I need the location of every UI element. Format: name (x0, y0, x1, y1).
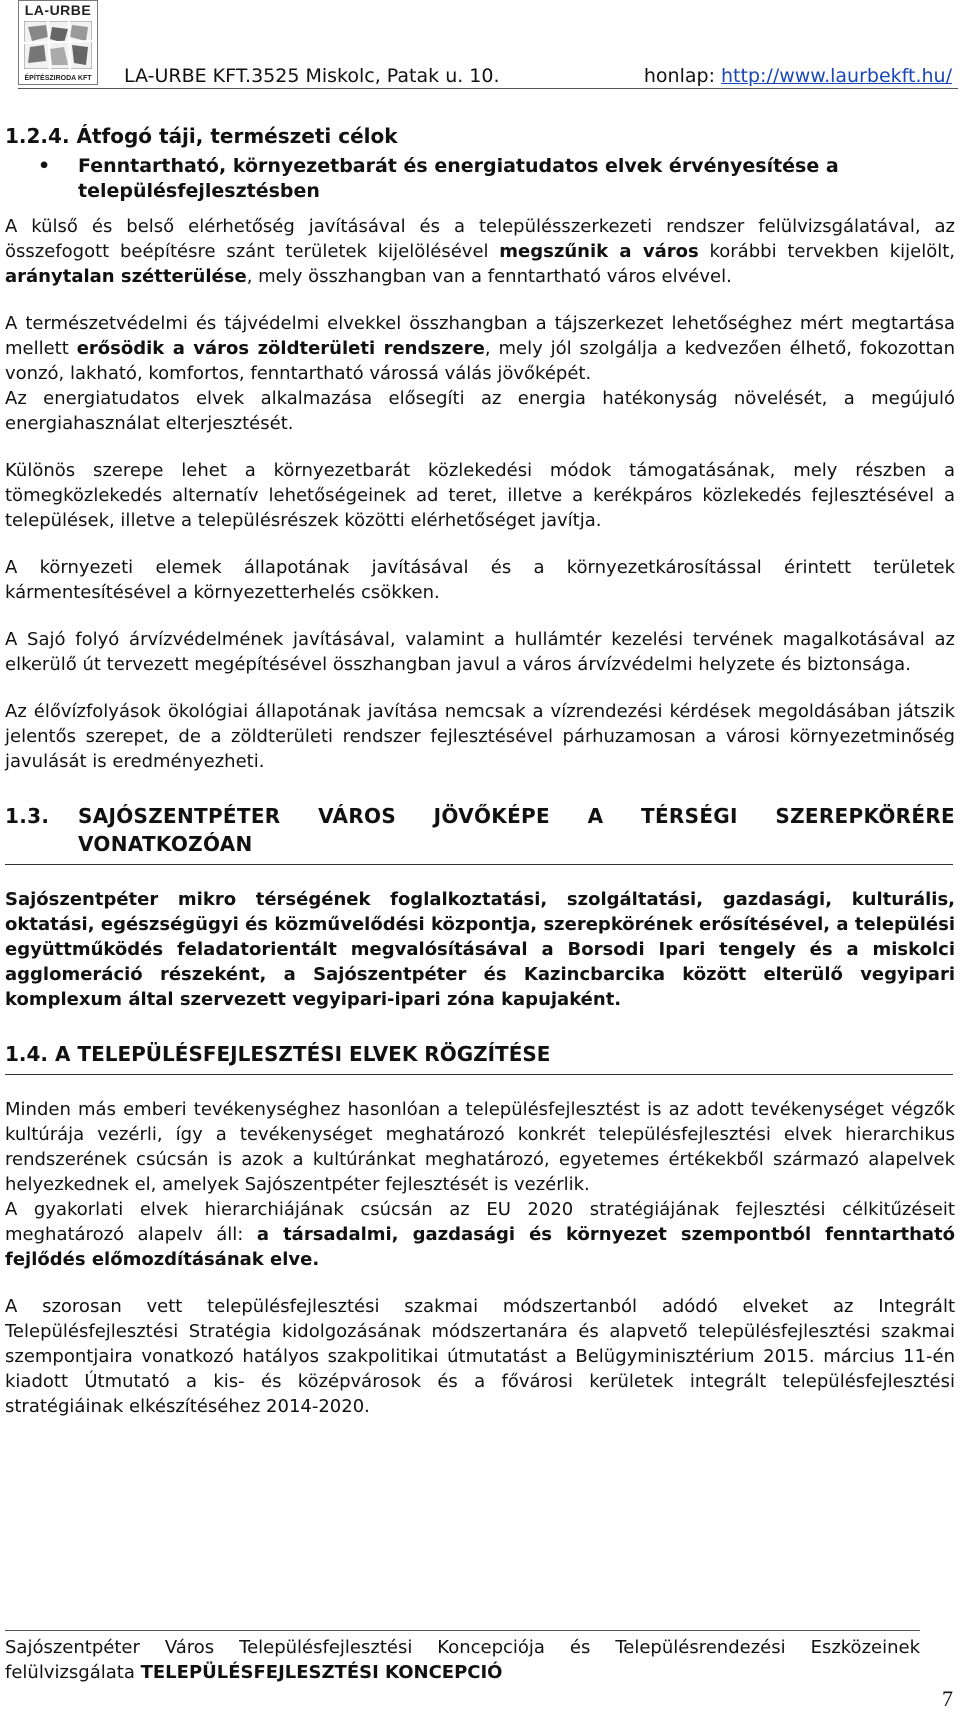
paragraph: Az élővízfolyások ökológiai állapotának javítása nemcsak a vízrendezési kérdések megoldásában játszik jelentős szerepet, de a zöldterületi rendszer fejlesztésével párhuzamosan a városi környezetminőség javulását is eredményezheti. (5, 701, 955, 772)
footer-divider (5, 1630, 920, 1631)
header-website-label: honlap: (643, 65, 715, 87)
header-company-address: LA-URBE KFT.3525 Miskolc, Patak u. 10. (124, 65, 500, 87)
bullet-icon: • (38, 155, 51, 177)
paragraph: Az energiatudatos elvek alkalmazása elősegíti az energia hatékonyság növelését, a megújuló energiahasználat elterjesztését. (5, 388, 955, 434)
bullet-item (5, 154, 955, 204)
paragraph: A gyakorlati elvek hierarchiájának csúcsán az EU 2020 stratégiájának fejlesztési célkitűzéseit meghatározó alapelv áll: a társadalmi, gazdasági és környezet szempontból fenntartható fejlődés előmozdításának elve. (5, 1199, 956, 1270)
paragraph: A szorosan vett településfejlesztési szakmai módszertanból adódó elveket az Integrált Településfejlesztési Stratégia kidolgozásának módszertanára és alapvető településfejlesztési szakmai szempontjaira vonatkozó hatályos szakpolitikai útmutatást a Belügyminisztérium 2015. március 11-én kiadott Útmutató a kis- és középvárosok és a fővárosi kerületek integrált településfejlesztési stratégiáinak elkészítéséhez 2014-2020. (5, 1296, 955, 1417)
logo-wordmark: LA-URBE (24, 2, 92, 18)
paragraph-bold: Sajószentpéter mikro térségének foglalkoztatási, szolgáltatási, gazdasági, kulturális, oktatási, egészségügyi és közművelődési központja, szerepkörének erősítésével, a települési együttműködés feladatorientált megvalósításával a Borsodi Ipari tengely és a miskolci agglomeráció részeként, a Sajószentpéter és Kazincbarcika között elterülő vegyipari komplexum által szervezett vegyipari-ipari zóna kapujaként. (5, 889, 955, 1010)
paragraph: A Sajó folyó árvízvédelmének javításával, valamint a hullámtér kezelési tervének magalkotásával az elkerülő út tervezett megépítésével összhangban javul a város árvízvédelmi helyzete és biztonsága. (5, 629, 955, 675)
paragraph: A természetvédelmi és tájvédelmi elvekkel összhangban a tájszerkezet lehetőséghez mért megtartása mellett erősödik a város zöldterületi rendszere, mely jól szolgálja a kedvezően élhető, fokozottan vonzó, lakható, komfortos, fenntartható várossá válás jövőképét. (5, 313, 955, 384)
header-website (644, 65, 952, 87)
footer-title: Sajószentpéter Város Településfejlesztési Koncepciója és Településrendezési Eszközeinek felülvizsgálata TELEPÜLÉSFEJLESZTÉSI KONCEPCIÓ (5, 1637, 920, 1683)
section-1-4-heading: 1.4. A TELEPÜLÉSFEJLESZTÉSI ELVEK RÖGZÍTÉSE (5, 1042, 551, 1066)
page-number: 7 (942, 1686, 953, 1711)
paragraph: A külső és belső elérhetőség javításával és a településszerkezeti rendszer felülvizsgálatával, az összefogott beépítésre szánt területek kijelölésével megszűnik a város korábbi tervekben kijelölt, aránytalan szétterülése, mely összhangban van a fenntartható város elvével. (5, 216, 955, 287)
section-1-2-4-heading: 1.2.4. Átfogó táji, természeti célok (5, 124, 398, 148)
page-header (18, 0, 960, 90)
header-divider (18, 88, 958, 89)
section-number: 1.3. (5, 804, 50, 828)
logo-subtitle: ÉPÍTÉSZIRODA KFT (24, 75, 92, 82)
section-1-3-heading (5, 802, 955, 858)
header-website-link[interactable]: http://www.laurbekft.hu/ (721, 65, 952, 87)
paragraph: A környezeti elemek állapotának javításával és a környezetkárosítással érintett területek kármentesítésével a környezetterhelés csökken. (5, 557, 955, 603)
company-logo (18, 0, 98, 85)
document-body (5, 118, 955, 1419)
bullet-text: Fenntartható, környezetbarát és energiatudatos elvek érvényesítése a településfejlesztésben (78, 155, 839, 202)
paragraph: Különös szerepe lehet a környezetbarát közlekedési módok támogatásának, mely részben a tömegközlekedés alternatív lehetőségeinek ad teret, illetve a kerékpáros közlekedés fejlesztésével a települések, illetve a településrészek közötti elérhetőséget javítja. (5, 460, 955, 531)
logo-map-icon (24, 21, 92, 69)
paragraph: Minden más emberi tevékenységhez hasonlóan a településfejlesztést is az adott tevékenységet végzők kultúrája vezérli, így a tevékenységet meghatározó konkrét településfejlesztési elvek hierarchikus rendszerének csúcsán is azok a kultúránkat meghatározó, egyetemes értékekből származó alapelvek helyezkednek el, amelyek Sajószentpéter fejlesztését is vezérlik. (5, 1099, 955, 1195)
section-title: SAJÓSZENTPÉTER VÁROS JÖVŐKÉPE A TÉRSÉGI SZEREPKÖRÉRE VONATKOZÓAN (78, 804, 955, 856)
